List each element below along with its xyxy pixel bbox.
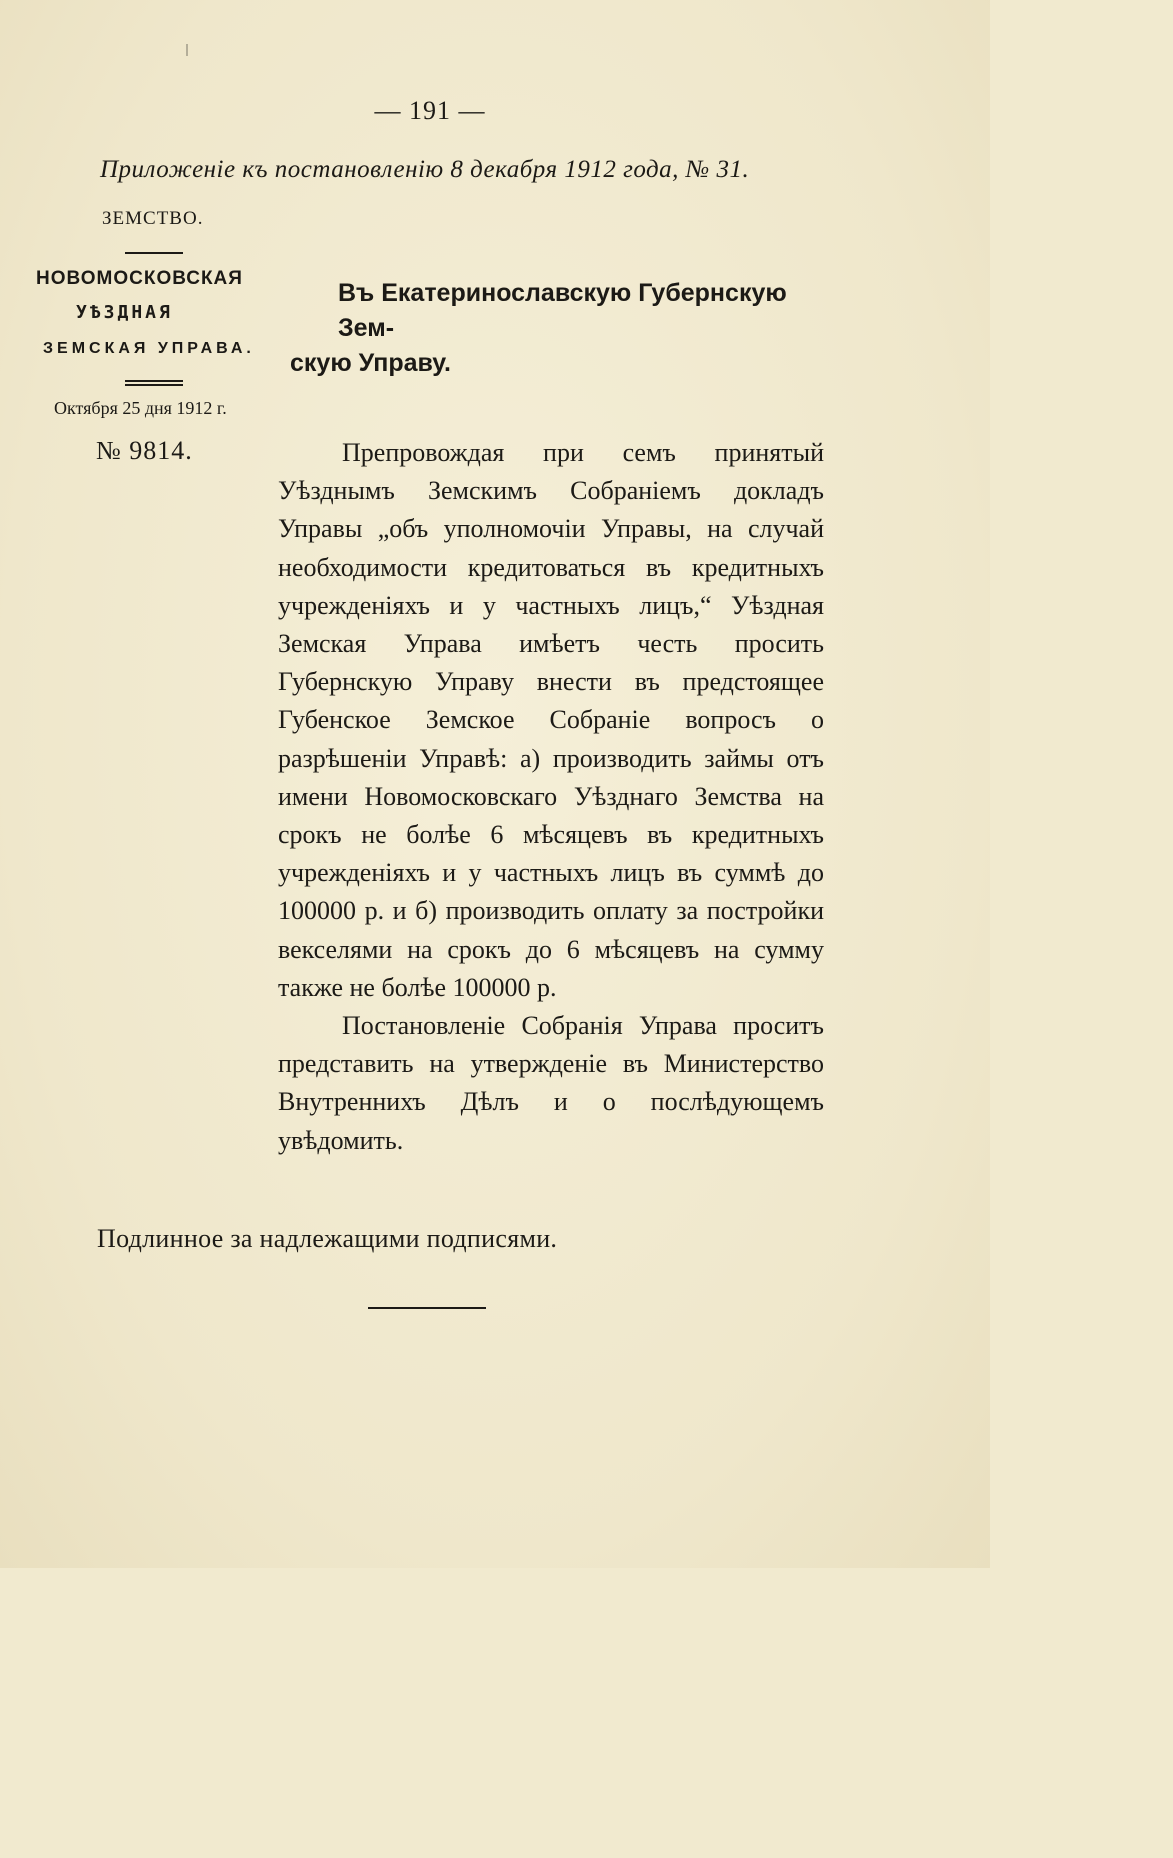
letter-number: № 9814.: [96, 436, 193, 465]
double-divider-bottom: [125, 384, 183, 386]
page-number: — 191 —: [374, 96, 486, 125]
body-paragraph-1: Препровождая при семъ принятый Уѣзднымъ Земскимъ Собраніемъ докладъ Управы „объ уполномочіи Управы, на случай необходимости кредитоваться въ кредитныхъ учрежденіяхъ и у частныхъ лицъ,“ Уѣздная Земская Управа имѣетъ честь просить Губернскую Управу внести въ предстоящее Губенское Земское Собраніе вопросъ о разрѣшеніи Управѣ: а) производить займы отъ имени Новомосковскаго Уѣзднаго Земства на срокъ не болѣе 6 мѣсяцевъ въ кредитныхъ учрежденіяхъ и у частныхъ лицъ въ суммѣ до 100000 р. и б) производить оплату за постройки векселями на срокъ до 6 мѣсяцевъ на сумму также не болѣе 100000 р.: [278, 438, 824, 1002]
paper-speck: [186, 44, 188, 56]
divider: [125, 252, 183, 254]
address-line2: скую Управу.: [290, 349, 451, 377]
letter-body: [278, 434, 824, 1160]
signature-note: Подлинное за надлежащими подписями.: [97, 1224, 558, 1253]
sender-org-line2: УѢЗДНАЯ: [76, 302, 173, 323]
sender-org-line3: ЗЕМСКАЯ УПРАВА.: [43, 340, 255, 357]
letter-date: Октября 25 дня 1912 г.: [54, 398, 227, 418]
closing-rule: [368, 1307, 486, 1309]
recipient-address: [290, 276, 830, 381]
double-divider-top: [125, 380, 183, 382]
appendix-heading: Приложеніе къ постановленію 8 декабря 1912 года, № 31.: [100, 156, 750, 183]
address-line1: Въ Екатеринославскую Губернскую Зем-: [338, 279, 787, 342]
body-paragraph-2: Постановленіе Собранія Управа проситъ представить на утвержденіе въ Министерство Внутреннихъ Дѣлъ и о послѣдующемъ увѣдомить.: [278, 1011, 824, 1155]
sender-org-line1: НОВОМОСКОВСКАЯ: [36, 268, 243, 289]
zemstvo-label: ЗЕМСТВО.: [102, 208, 204, 229]
